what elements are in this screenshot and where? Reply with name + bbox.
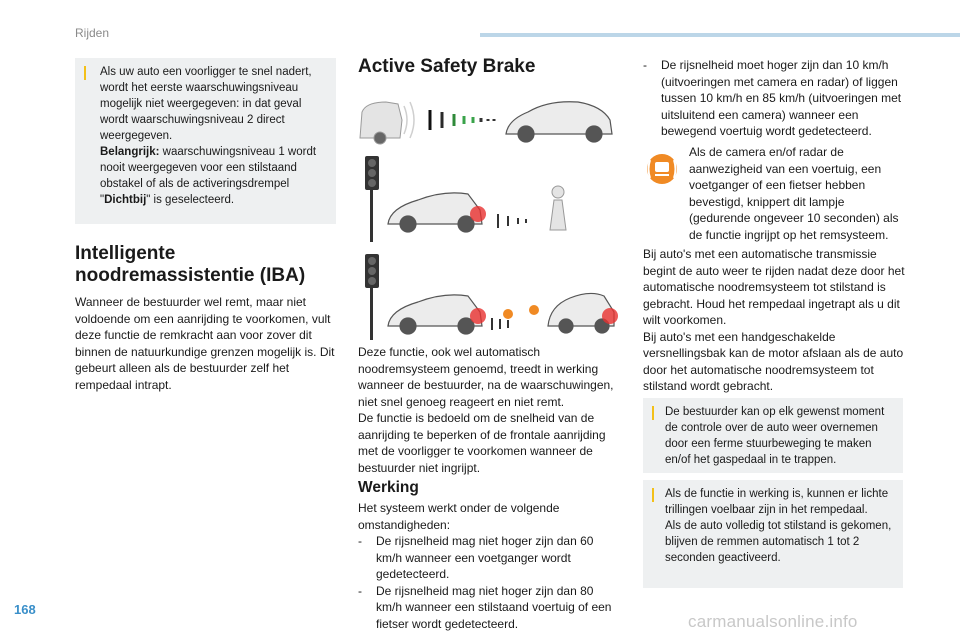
transmission-text (643, 246, 905, 395)
iba-heading-line2: noodremassistentie (IBA) (75, 265, 306, 286)
asb-paragraph-2: De functie is bedoeld om de snelheid van de aanrijding te beperken of de frontale aanrijding met de voorligger te voorkomen wanneer de bestuurder niet ingrijpt. (358, 411, 606, 475)
illustration-vehicle-brake (358, 250, 620, 340)
warning-bars-icon (430, 110, 494, 130)
werking-intro: Het systeem werkt onder de volgende omstandigheden: (358, 501, 560, 532)
header-divider (480, 33, 960, 37)
note-override-text: De bestuurder kan op elk gewenst moment de controle over de auto weer overnemen door een ferme stuurbeweging te maken en/of het gaspedaal in te trappen. (665, 406, 885, 466)
note-vibrations-text: Als de functie in werking is, kunnen er lichte trillingen voelbaar zijn in het rempedaal. (665, 488, 889, 516)
werking-bullet: - De rijsnelheid mag niet hoger zijn dan 60 km/h wanneer een voetganger wordt gedetecteerd. (358, 533, 620, 583)
car-icon (388, 295, 482, 334)
speed-condition (643, 57, 905, 140)
radar-waves-icon (404, 102, 414, 138)
illustration-warning-approach (358, 90, 620, 150)
traffic-light-icon (365, 156, 379, 242)
werking-bullet-text: De rijsnelheid mag niet hoger zijn dan 80 km/h wanneer een stilstaand voertuig of een fietser wordt gedetecteerd. (376, 583, 612, 631)
traffic-light-icon (365, 254, 379, 340)
note-text-important (100, 144, 326, 208)
radar-waves-icon (498, 214, 526, 228)
car-front-icon (506, 102, 612, 142)
brake-bars-icon (492, 318, 508, 330)
asb-body (358, 344, 620, 476)
note-text-line1: Als uw auto een voorligger te snel nadert, wordt het eerste waarschuwingsniveau mogelijk niet weergegeven: in dat geval wordt waarschuwingsniveau 2 direct weergegeven. (100, 66, 312, 142)
note-standstill-text: Als de auto volledig tot stilstand is gekomen, blijven de remmen automatisch 1 tot 2 seconden geactiveerd. (665, 520, 892, 564)
car-rear-icon (360, 102, 402, 144)
pedestrian-icon (550, 186, 566, 230)
alert-red-icon (470, 308, 486, 324)
asb-heading: Active Safety Brake (358, 56, 536, 77)
setting-dichtbij: Dichtbij (104, 194, 147, 206)
page-number: 168 (14, 602, 36, 617)
werking-bullet: - De rijsnelheid mag niet hoger zijn dan 80 km/h wanneer een stilstaand voertuig of een fietser wordt gedetecteerd. (358, 583, 620, 633)
note-box-warning-level (75, 58, 336, 224)
speed-condition-bullet: - De rijsnelheid moet hoger zijn dan 10 km/h (uitvoeringen met camera en radar) of liggen tussen 10 km/h en 85 km/h (uitvoeringen met uitsluitend een camera) wanneer een bewegend voertuig wordt gedetecteerd. (643, 57, 905, 140)
werking-heading: Werking (358, 479, 419, 496)
automatic-transmission-text: Bij auto's met een automatische transmissie begint de auto weer te rijden nadat deze door het automatische noodremsysteem tot stilstand is gebracht. Houd het rempedaal ingetrapt als u dit wilt voorkomen. (643, 247, 905, 327)
note-accent-bar (84, 66, 86, 80)
note-box-driver-override (643, 398, 903, 473)
werking-body (358, 500, 620, 632)
important-text: waarschuwingsniveau 1 wordt nooit weergegeven voor een stilstaand obstakel of als de activeringsdrempel " (100, 146, 317, 206)
werking-bullet-text: De rijsnelheid mag niet hoger zijn dan 60 km/h wanneer een voetganger wordt gedetecteerd. (376, 534, 594, 581)
speed-condition-text: De rijsnelheid moet hoger zijn dan 10 km/h (uitvoeringen met camera en radar) of liggen tussen 10 km/h en 85 km/h (uitvoeringen met uitsluitend een camera) wanneer een bewegend voertuig wordt gedetecteerd. (661, 58, 902, 138)
alert-orange-icon (503, 309, 513, 319)
note-accent-bar (652, 488, 654, 502)
manual-transmission-text: Bij auto's met een handgeschakelde versnellingsbak kan de motor afslaan als de auto door het automatische noodremsysteem tot stilstand wordt gebracht. (643, 329, 904, 393)
watermark: carmanualsonline.info (688, 612, 858, 631)
important-text-end: " is geselecteerd. (146, 194, 235, 206)
alert-red-icon (602, 308, 618, 324)
iba-body: Wanneer de bestuurder wel remt, maar niet voldoende om een aanrijding te voorkomen, vult deze functie de remkracht aan voor zover dit binnen de natuurkundige grenzen mogelijk is. Dit gebeurt alleen als de bestuurder zelf het rempedaal intrapt. (75, 295, 335, 392)
collision-warning-lamp-icon (645, 152, 679, 186)
iba-heading (75, 243, 355, 287)
note-box-vibrations (643, 480, 903, 588)
section-title: Rijden (75, 26, 110, 40)
alert-orange-icon (529, 305, 539, 315)
iba-heading-line1: Intelligente (75, 243, 176, 264)
important-label: Belangrijk: (100, 146, 160, 158)
warning-lamp-text: Als de camera en/of radar de aanwezigheid van een voertuig, een voetganger of een fietser hebben bevestigd, knippert dit lampje (gedurende ongeveer 10 seconden) als de functie ingrijpt op het remsysteem. (689, 145, 899, 242)
car-icon (388, 193, 482, 232)
illustration-pedestrian-brake (358, 152, 620, 242)
alert-red-icon (470, 206, 486, 222)
asb-paragraph-1: Deze functie, ook wel automatisch noodremsysteem genoemd, treedt in werking wanneer de bestuurder, na de waarschuwingen, niet snel genoeg reageert en niet remt. (358, 345, 614, 409)
note-accent-bar (652, 406, 654, 420)
